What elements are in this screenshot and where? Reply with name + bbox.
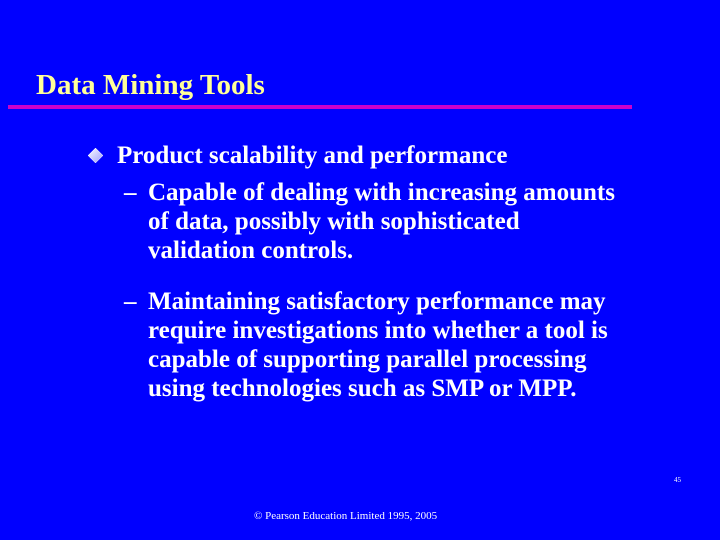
- dash-marker: –: [124, 288, 137, 315]
- copyright-footer: © Pearson Education Limited 1995, 2005: [254, 510, 438, 522]
- page-number: 45: [674, 476, 681, 484]
- sub-bullet-item: [124, 287, 684, 403]
- dash-marker: –: [124, 179, 137, 206]
- sub-bullet-item: [124, 178, 684, 265]
- slide-title: Data Mining Tools: [36, 69, 265, 101]
- diamond-bullet-icon: [88, 148, 103, 163]
- title-underline: [8, 105, 632, 109]
- bullet-text: Product scalability and performance: [117, 142, 508, 169]
- sub-bullet-text: Maintaining satisfactory performance may require investigations into whether a tool is capable of supporting parallel processing using technologies such as SMP or MPP.: [148, 288, 608, 402]
- sub-bullet-text: Capable of dealing with increasing amounts of data, possibly with sophisticated validation controls.: [148, 179, 615, 264]
